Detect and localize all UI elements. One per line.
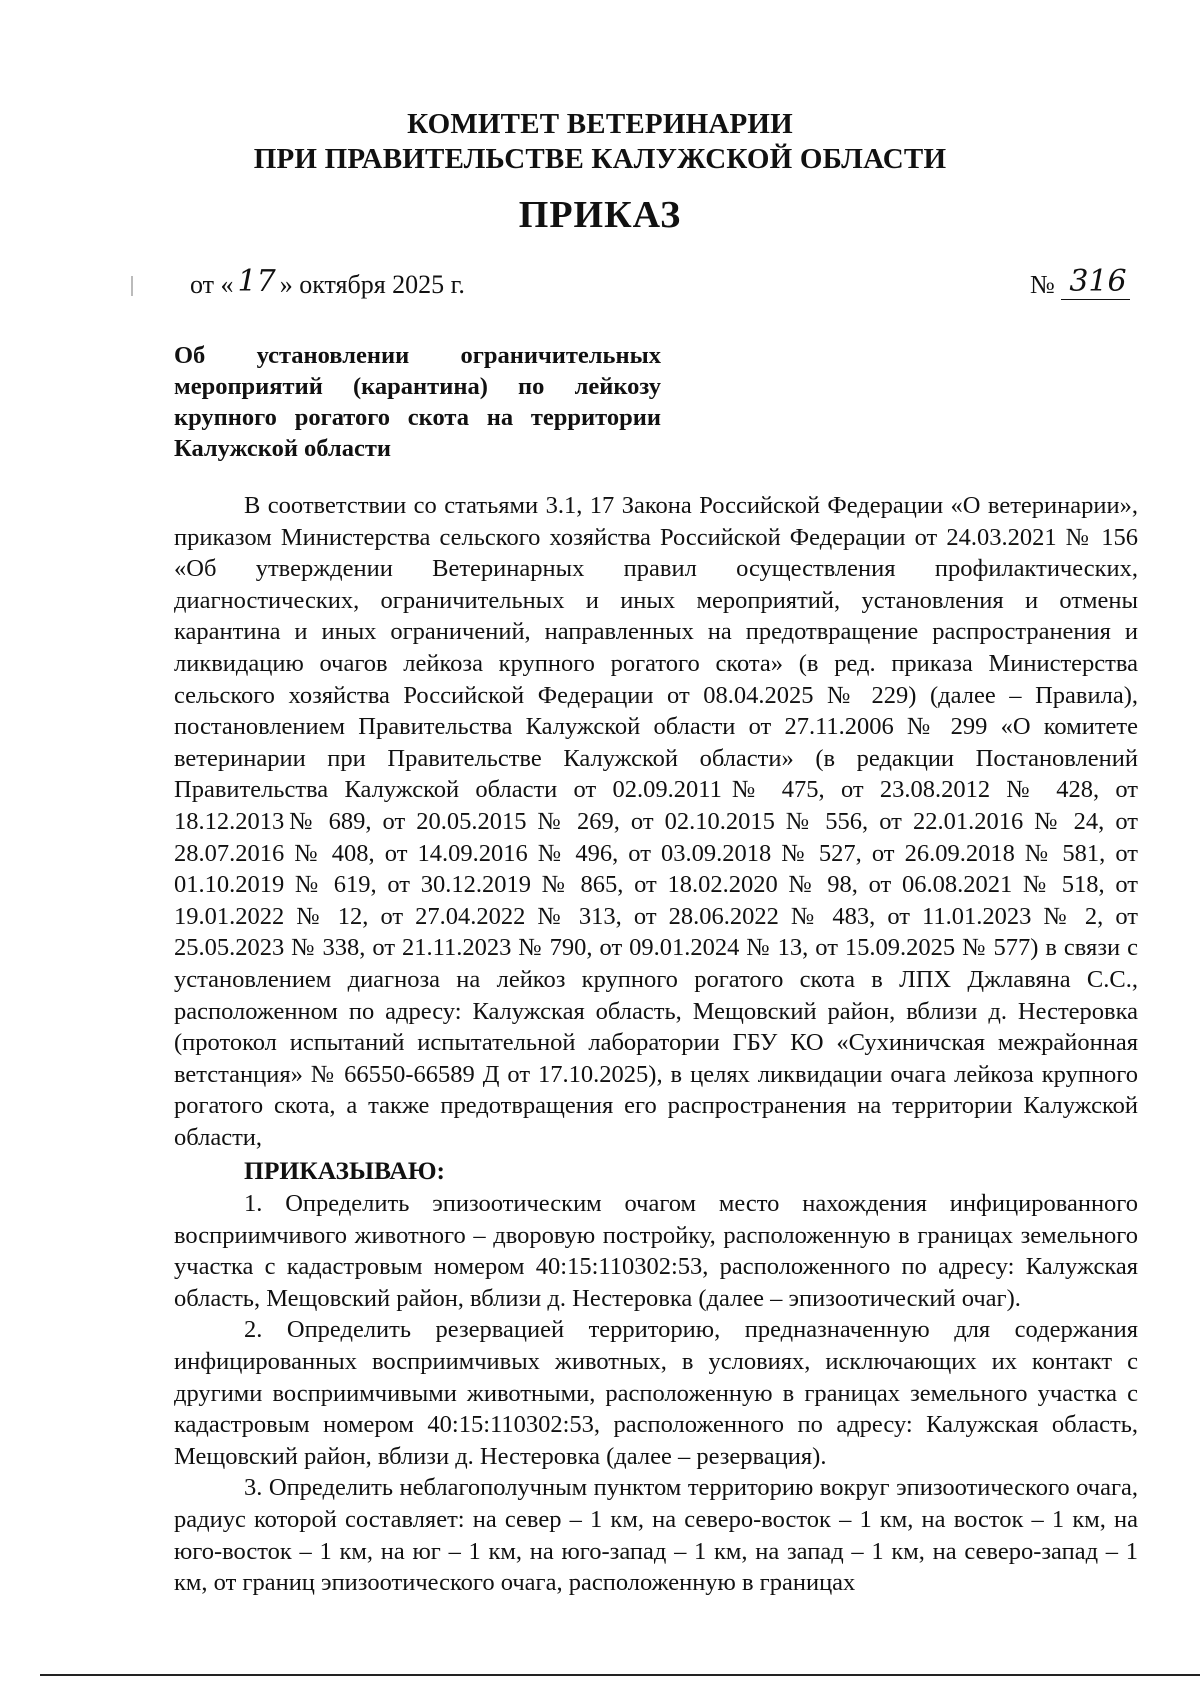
handwritten-day: 17 — [237, 264, 276, 299]
order-item-2: 2. Определить резервацией территорию, предназначенную для содержания инфицированных восприимчивых животных, в условиях, исключающих их контакт с другими восприимчивыми животными, расположенную в границах земельного участка с кадастровым номером 40:15:110302:53, расположенного по адресу: Калужская область, Мещовский район, вблизи д. Нестеровка (далее – резервация). — [174, 1316, 1138, 1470]
scan-artifact — [131, 276, 133, 296]
order-item-1: 1. Определить эпизоотическим очагом место нахождения инфицированного восприимчивого животного – дворовую постройку, расположенную в границах земельного участка с кадастровым номером 40:15:110302:53, расположенного по адресу: Калужская область, Мещовский район, вблизи д. Нестеровка (далее – эпизоотический очаг). — [174, 1190, 1138, 1312]
date-prefix: от « — [190, 270, 234, 299]
date-suffix: » октября 2025 г. — [279, 270, 465, 299]
date-line — [190, 266, 465, 301]
order-word: ПРИКАЗЫВАЮ: — [244, 1156, 446, 1186]
preamble-paragraph: В соответствии со статьями 3.1, 17 Закона Российской Федерации «О ветеринарии», приказом Министерства сельского хозяйства Российской Федерации от 24.03.2021 № 156 «Об утверждении Ветеринарных правил осуществления профилактических, диагностических, ограничительных и иных мероприятий, установления и отмены карантина и иных ограничений, направленных на предотвращение распространения и ликвидацию очагов лейкоза крупного рогатого скота» (в ред. приказа Министерства сельского хозяйства Российской Федерации от 08.04.2025 № 229) (далее – Правила), постановлением Правительства Калужской области от 27.11.2006 № 299 «О комитете ветеринарии при Правительстве Калужской области» (в редакции Постановлений Правительства Калужской области от 02.09.2011№ 475, от 23.08.2012 № 428, от 18.12.2013№ 689, от 20.05.2015 № 269, от 02.10.2015 № 556, от 22.01.2016 № 24, от 28.07.2016 № 408, от 14.09.2016 № 496, от 03.09.2018 № 527, от 26.09.2018 № 581, от 01.10.2019 № 619, от 30.12.2019 № 865, от 18.02.2020 № 98, от 06.08.2021 № 518, от 19.01.2022 № 12, от 27.04.2022 № 313, от 28.06.2022 № 483, от 11.01.2023 № 2, от 25.05.2023 № 338, от 21.11.2023 № 790, от 09.01.2024 № 13, от 15.09.2025 № 577) в связи с установлением диагноза на лейкоз крупного рогатого скота в ЛПХ Джлавяна С.С., расположенном по адресу: Калужская область, Мещовский район, вблизи д. Нестеровка (протокол испытаний испытательной лаборатории ГБУ КО «Сухиничская межрайонная ветстанция» № 66550-66589 Д от 17.10.2025), в целях ликвидации очага лейкоза крупного рогатого скота, а также предотвращения его распространения на территории Калужской области, — [174, 492, 1138, 1151]
document-body — [174, 490, 1138, 1599]
document-type-title: ПРИКАЗ — [518, 194, 682, 236]
org-name-line-1: КОМИТЕТ ВЕТЕРИНАРИИ — [407, 108, 793, 140]
handwritten-number: 316 — [1061, 264, 1129, 300]
number-line — [1030, 266, 1130, 302]
order-item-3: 3. Определить неблагополучным пунктом территорию вокруг эпизоотического очага, радиус которой составляет: на север – 1 км, на северо-восток – 1 км, на восток – 1 км, на юго-восток – 1 км, на юг – 1 км, на юго-запад – 1 км, на запад – 1 км, на северо-запад – 1 км, от границ эпизоотического очага, расположенную в границах — [174, 1474, 1138, 1597]
order-subject: Об установлении ограничительных мероприятий (карантина) по лейкозу крупного рогатого скота на территории Калужской области — [174, 342, 661, 462]
bottom-divider — [40, 1674, 1200, 1676]
org-name-line-2: ПРИ ПРАВИТЕЛЬСТВЕ КАЛУЖСКОЙ ОБЛАСТИ — [253, 143, 947, 175]
number-prefix: № — [1030, 270, 1055, 299]
